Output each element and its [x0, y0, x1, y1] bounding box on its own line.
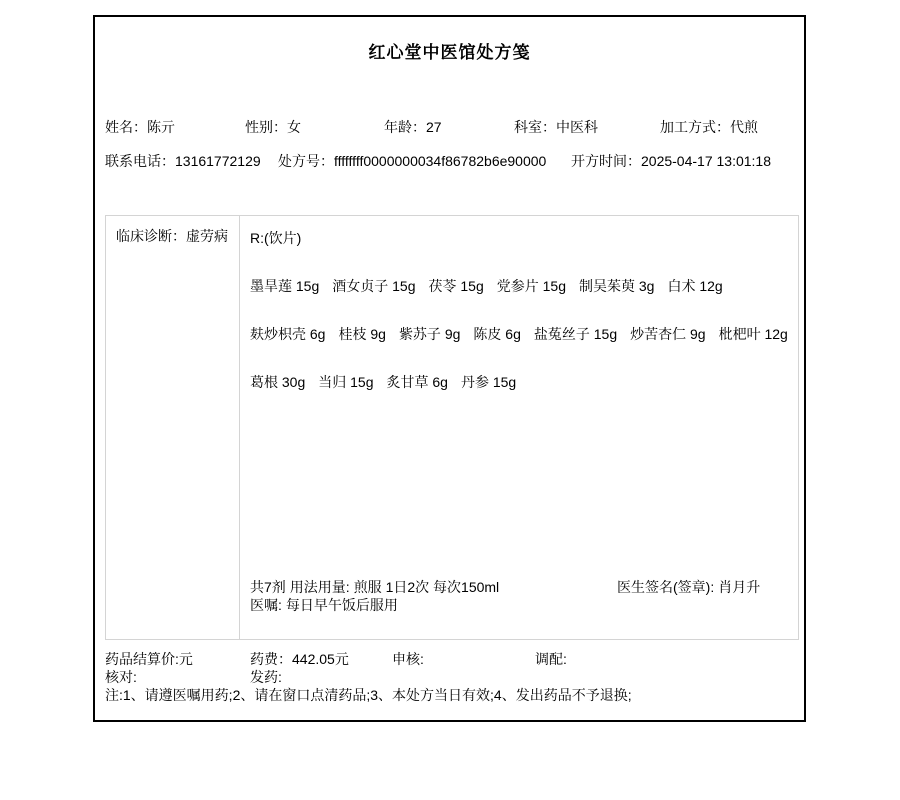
- field-value: 442.05元: [292, 651, 349, 667]
- diagnosis-label: 临床诊断：: [116, 228, 186, 244]
- herb-item: 党参片 15g: [496, 278, 566, 294]
- field-value: 代煎: [730, 119, 758, 135]
- field-rx-number: [278, 153, 546, 169]
- field-phone: [105, 153, 261, 169]
- field-value: ffffffff0000000034f86782b6e90000: [334, 153, 547, 169]
- doctor-sign-label: 医生签名(签章):: [617, 579, 715, 595]
- herb-item: 丹参 15g: [460, 374, 517, 390]
- field-label: 申核:: [392, 651, 424, 667]
- herb-item: 紫苏子 9g: [398, 326, 461, 342]
- herb-line: [250, 374, 790, 390]
- herb-item: 炙甘草 6g: [386, 374, 448, 390]
- prescription-sheet: [93, 15, 806, 722]
- diagnosis-value: 虚劳病: [186, 228, 228, 244]
- field-value: 女: [287, 119, 301, 135]
- usage-row: [250, 579, 790, 595]
- dose-count: 共7剂: [250, 579, 286, 595]
- page-title: 红心堂中医馆处方笺: [368, 43, 531, 62]
- field-settle-price: [105, 651, 193, 667]
- field-label: 调配:: [535, 651, 567, 667]
- field-label: 联系电话：: [105, 153, 175, 169]
- field-open-time: [571, 153, 771, 169]
- field-label: 姓名：: [105, 119, 147, 135]
- field-label: 药品结算价:: [105, 651, 179, 667]
- field-value: 2025-04-17 13:01:18: [641, 153, 771, 169]
- usage-value: 煎服 1日2次 每次150ml: [353, 579, 500, 595]
- doctor-sign-value: 肖月升: [718, 579, 761, 595]
- field-label: 加工方式：: [660, 119, 730, 135]
- spacer: [250, 422, 790, 579]
- field-label: 性别：: [245, 119, 287, 135]
- herb-item: 茯苓 15g: [428, 278, 484, 294]
- field-patient-name: [105, 119, 175, 135]
- field-fee: [250, 651, 349, 667]
- herb-item: 桂枝 9g: [338, 326, 386, 342]
- herb-item: 当归 15g: [318, 374, 374, 390]
- herb-item: 制吴茱萸 3g: [579, 278, 655, 294]
- rx-box: [105, 215, 799, 640]
- herb-line: [250, 278, 790, 294]
- field-gender: [245, 119, 301, 135]
- field-label: 核对:: [105, 669, 137, 685]
- field-dispense: [250, 669, 282, 685]
- herb-lines: [250, 278, 790, 422]
- field-processing: [660, 119, 758, 135]
- rx-content: [240, 216, 798, 639]
- diagnosis-cell: [106, 216, 240, 639]
- usage-label: 用法用量:: [289, 579, 350, 595]
- advice-row: [250, 597, 790, 613]
- footer-note: 注:1、请遵医嘱用药;2、请在窗口点清药品;3、本处方当日有效;4、发出药品不予退换;: [105, 687, 632, 703]
- field-department: [514, 119, 598, 135]
- advice-label: 医嘱:: [250, 597, 282, 613]
- field-label: 处方号：: [278, 153, 334, 169]
- field-value: 元: [178, 651, 193, 667]
- herb-item: 枇杷叶 12g: [718, 326, 788, 342]
- rx-header: R:(饮片): [250, 230, 302, 246]
- herb-item: 麸炒枳壳 6g: [250, 326, 326, 342]
- herb-item: 陈皮 6g: [473, 326, 521, 342]
- field-dispense-prep: [535, 651, 567, 667]
- field-value: 13161772129: [175, 153, 261, 169]
- field-label: 药费：: [250, 651, 292, 667]
- herb-item: 白术 12g: [667, 278, 723, 294]
- advice-value: 每日早午饭后服用: [285, 597, 398, 613]
- field-value: 陈亓: [147, 119, 175, 135]
- field-value: 27: [426, 119, 442, 135]
- herb-item: 葛根 30g: [250, 374, 306, 390]
- doctor-signature: [617, 579, 760, 595]
- herb-line: [250, 326, 790, 342]
- field-value: 中医科: [556, 119, 598, 135]
- field-label: 开方时间：: [571, 153, 641, 169]
- herb-item: 炒苦杏仁 9g: [630, 326, 706, 342]
- field-review: [392, 651, 424, 667]
- field-label: 年龄：: [384, 119, 426, 135]
- field-check: [105, 669, 137, 685]
- field-label: 发药:: [250, 669, 282, 685]
- field-label: 科室：: [514, 119, 556, 135]
- herb-item: 墨旱莲 15g: [250, 278, 320, 294]
- herb-item: 酒女贞子 15g: [332, 278, 416, 294]
- herb-item: 盐菟丝子 15g: [533, 326, 618, 342]
- field-age: [384, 119, 442, 135]
